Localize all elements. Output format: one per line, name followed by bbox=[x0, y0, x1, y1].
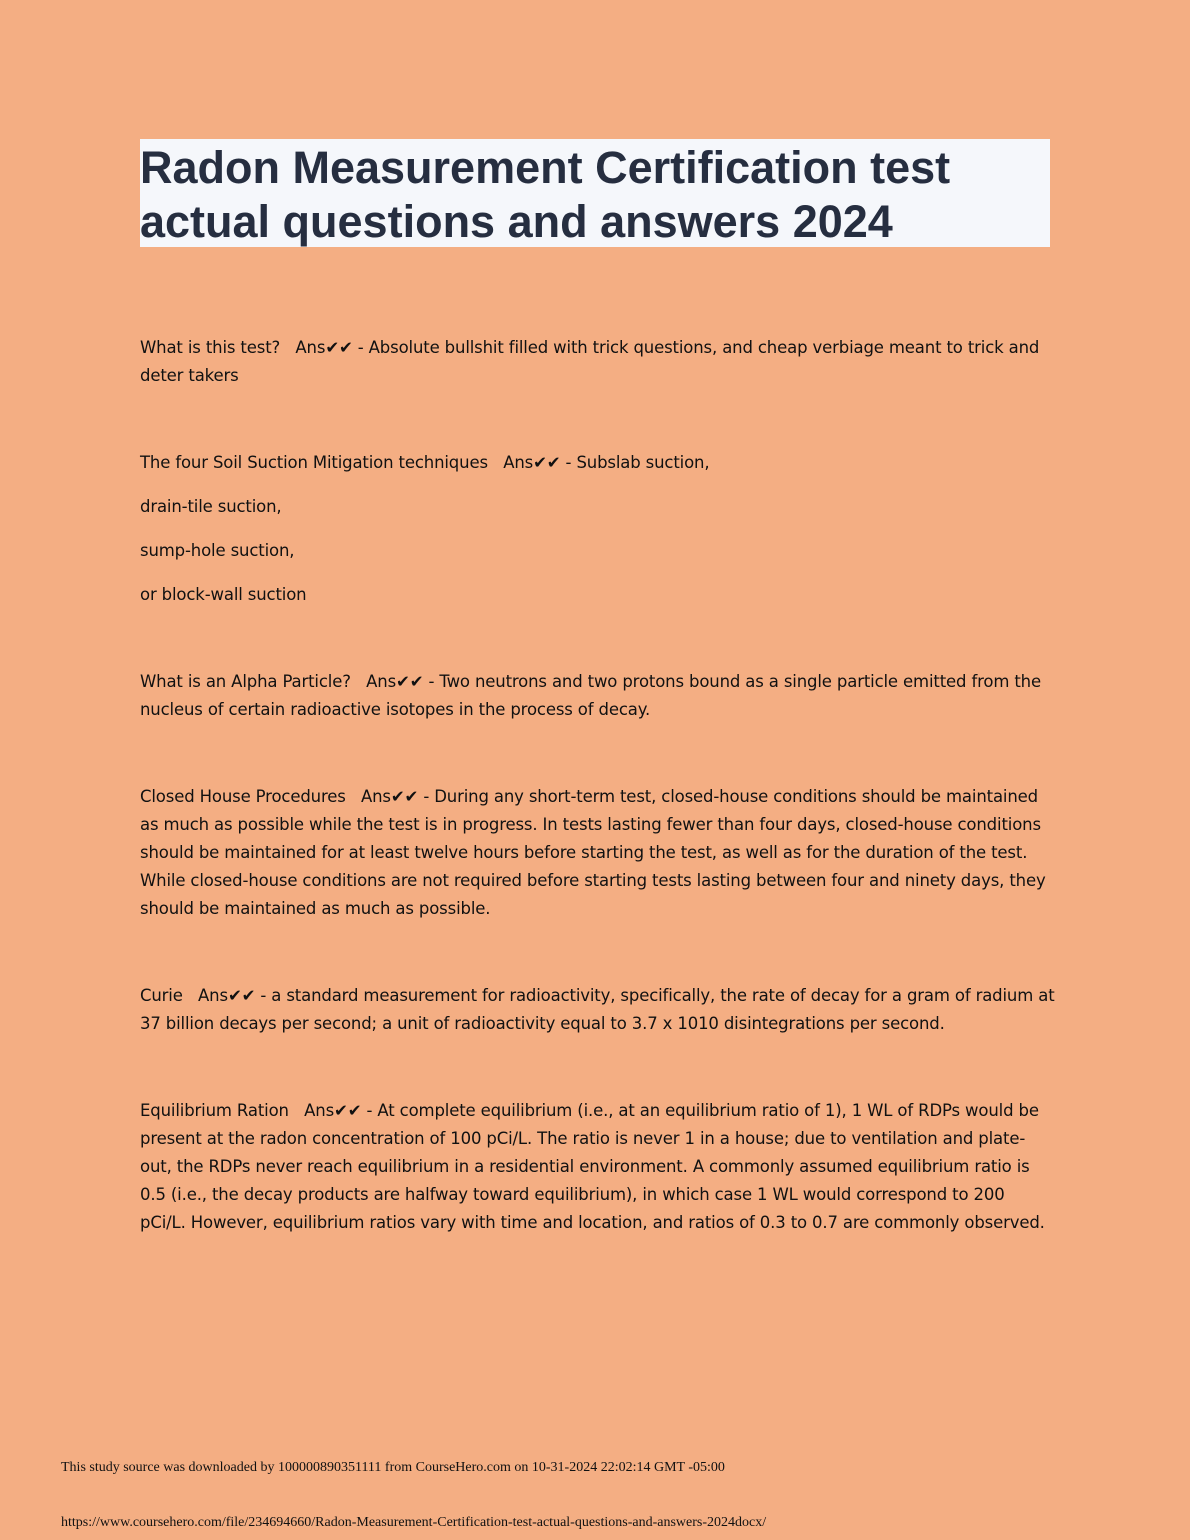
question-text: What is an Alpha Particle? bbox=[140, 672, 351, 691]
answer-marker: Ans✔✔ bbox=[198, 986, 256, 1005]
question-text: What is this test? bbox=[140, 338, 281, 357]
qa-list bbox=[140, 334, 1055, 1296]
answer-marker: Ans✔✔ bbox=[304, 1101, 362, 1120]
qa-text: What is this test? Ans✔✔ - Absolute bullshit filled with trick questions, and cheap verbiage meant to trick and deter takers bbox=[140, 338, 1040, 385]
answer-continuation-line: or block-wall suction bbox=[140, 585, 307, 604]
question-text: Equilibrium Ration bbox=[140, 1101, 289, 1120]
answer-marker: Ans✔✔ bbox=[360, 787, 419, 806]
answer-text: During any short-term test, closed-house conditions should be maintained as much as possible while the test is in progress. In tests lasting fewer than four days, closed-house conditions should be maintained for at least twelve hours before starting the test, as well as for the duration of the test. While closed-house conditions are not required before starting tests lasting between four and ninety days, they should be maintained as much as possible. bbox=[140, 787, 1046, 918]
question-text: The four Soil Suction Mitigation techniques bbox=[140, 453, 488, 472]
qa-item bbox=[140, 1097, 1055, 1237]
qa-item bbox=[140, 334, 1055, 390]
qa-text: Closed House Procedures Ans✔✔ - During any short-term test, closed-house conditions should be maintained as much as possible while the test is in progress. In tests lasting fewer than four days, closed-house conditions should be maintained for at least twelve hours before starting the test, as well as for the duration of the test. While closed-house conditions are not required before starting tests lasting between four and ninety days, they should be maintained as much as possible. bbox=[140, 787, 1046, 918]
answer-text: At complete equilibrium (i.e., at an equilibrium ratio of 1), 1 WL of RDPs would be present at the radon concentration of 100 pCi/L. The ratio is never 1 in a house; due to ventilation and plate-out, the RDPs never reach equilibrium in a residential environment. A commonly assumed equilibrium ratio is 0.5 (i.e., the decay products are halfway toward equilibrium), in which case 1 WL would correspond to 200 pCi/L. However, equilibrium ratios vary with time and location, and ratios of 0.3 to 0.7 are commonly observed. bbox=[140, 1101, 1045, 1232]
qa-item bbox=[140, 783, 1055, 923]
answer-marker: Ans✔✔ bbox=[295, 338, 353, 357]
answer-text: Subslab suction, bbox=[576, 453, 710, 472]
qa-item bbox=[140, 982, 1055, 1038]
answer-continuation-line: sump-hole suction, bbox=[140, 541, 295, 560]
answer-text: Absolute bullshit filled with trick questions, and cheap verbiage meant to trick and deter takers bbox=[140, 338, 1040, 385]
qa-text: Curie Ans✔✔ - a standard measurement for radioactivity, specifically, the rate of decay for a gram of radium at 37 billion decays per second; a unit of radioactivity equal to 3.7 x 1010 disintegrations per second. bbox=[140, 986, 1055, 1033]
qa-item bbox=[140, 449, 1055, 609]
answer-text: a standard measurement for radioactivity, specifically, the rate of decay for a gram of radium at 37 billion decays per second; a unit of radioactivity equal to 3.7 x 1010 disintegrations per second. bbox=[140, 986, 1055, 1033]
answer-marker: Ans✔✔ bbox=[503, 453, 561, 472]
document-title: Radon Measurement Certification test actual questions and answers 2024 bbox=[140, 142, 951, 247]
qa-item bbox=[140, 668, 1055, 724]
question-text: Closed House Procedures bbox=[140, 787, 346, 806]
answer-marker: Ans✔✔ bbox=[366, 672, 424, 691]
qa-text: The four Soil Suction Mitigation techniques Ans✔✔ - Subslab suction, bbox=[140, 453, 710, 472]
title-box bbox=[140, 139, 1050, 247]
download-source-note: This study source was downloaded by 100000890351111 from CourseHero.com on 10-31-2024 22:02:14 GMT -05:00 bbox=[61, 1460, 725, 1475]
source-url: https://www.coursehero.com/file/234694660/Radon-Measurement-Certification-test-actual-questions-and-answers-2024docx/ bbox=[61, 1515, 767, 1530]
qa-text: What is an Alpha Particle? Ans✔✔ - Two neutrons and two protons bound as a single particle emitted from the nucleus of certain radioactive isotopes in the process of decay. bbox=[140, 672, 1041, 719]
question-text: Curie bbox=[140, 986, 183, 1005]
answer-continuation-line: drain-tile suction, bbox=[140, 497, 282, 516]
qa-text: Equilibrium Ration Ans✔✔ - At complete equilibrium (i.e., at an equilibrium ratio of 1), 1 WL of RDPs would be present at the radon concentration of 100 pCi/L. The ratio is never 1 in a house; due to ventilation and plate-out, the RDPs never reach equilibrium in a residential environment. A commonly assumed equilibrium ratio is 0.5 (i.e., the decay products are halfway toward equilibrium), in which case 1 WL would correspond to 200 pCi/L. However, equilibrium ratios vary with time and location, and ratios of 0.3 to 0.7 are commonly observed. bbox=[140, 1101, 1045, 1232]
answer-text: Two neutrons and two protons bound as a single particle emitted from the nucleus of certain radioactive isotopes in the process of decay. bbox=[140, 672, 1041, 719]
